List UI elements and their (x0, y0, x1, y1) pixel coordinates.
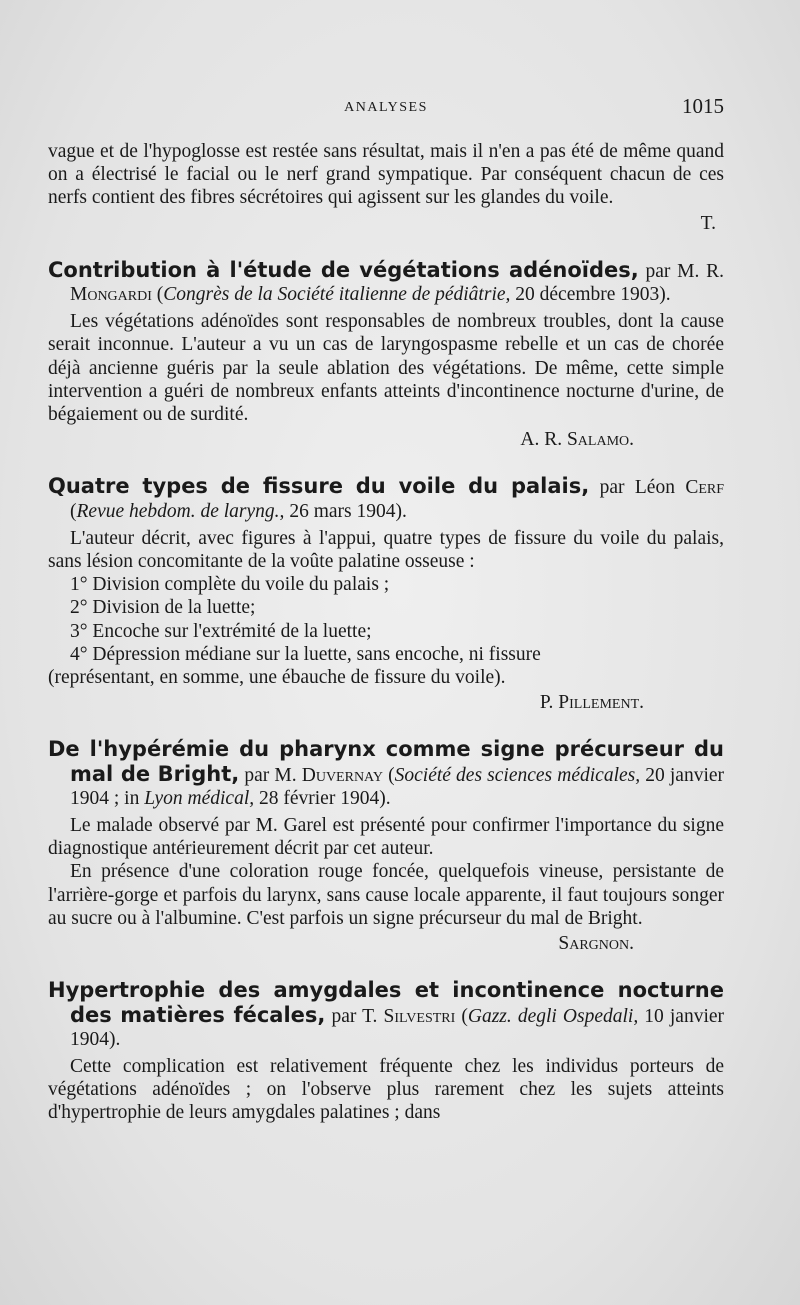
page-body (48, 140, 724, 1125)
article-by: par Léon (599, 477, 675, 499)
list-item-continuation: (représentant, en somme, une ébauche de fissure du voile). (48, 667, 506, 689)
signature: P. Pillement. (539, 692, 644, 714)
article-title: Quatre types de fissure du voile du palais, (48, 474, 590, 499)
article-heading: De l'hypérémie du pharynx comme signe précurseur du mal de Bright, par M. Duvernay (Société des sciences médicales, 20 janvier 1904 ; in Lyon médical, 28 février 1904). (48, 737, 725, 809)
article-heading: Contribution à l'étude de végétations adénoïdes, par M. R. Mongardi (Congrès de la Société italienne de pédiâtrie, 20 décembre 1903). (48, 257, 725, 306)
continuation-paragraph: vague et de l'hypoglosse est restée sans résultat, mais il n'en a pas été de même quand on a électrisé le facial ou le nerf grand sympatique. Par conséquent chacun de ces nerfs contient des fibres sécrétoires qui agissent sur les glandes du voile. (48, 141, 724, 209)
article-by: par (645, 260, 671, 282)
article-date: 20 décembre 1903). (515, 284, 671, 306)
list-item: 2° Division de la luette; (70, 597, 256, 619)
signature: A. R. Salamo. (520, 429, 634, 451)
article-paragraph: L'auteur décrit, avec figures à l'appui, quatre types de fissure du voile du palais, sans lésion concomitante de la voûte palatine osseuse : (48, 527, 724, 573)
article-author: Silvestri (383, 1005, 456, 1027)
numbered-list (48, 573, 724, 689)
page-number: 1015 (682, 94, 724, 118)
article-heading: Hypertrophie des amygdales et incontinence nocturne des matières fécales, par T. Silvestri (Gazz. degli Ospedali, 10 janvier 1904). (48, 978, 725, 1050)
article-title: Contribution à l'étude de végétations adénoïdes, (48, 257, 639, 282)
article-source: Revue hebdom. de laryng., (76, 500, 285, 522)
article-source: Société des sciences médicales, (394, 764, 641, 786)
running-title: ANALYSES (344, 100, 428, 115)
article-tonsil-hypertrophy (48, 979, 724, 1124)
list-item: 1° Division complète du voile du palais ; (70, 574, 390, 596)
article-pharynx-hyperemia (48, 738, 724, 955)
article-by: par M. (244, 764, 297, 786)
article-title: Hypertrophie des amygdales et incontinence nocturne des matières fécales, (48, 978, 724, 1027)
article-author: Duvernay (301, 764, 383, 786)
list-item: 3° Encoche sur l'extrémité de la luette; (70, 620, 372, 642)
page-header (48, 96, 724, 120)
article-author-prefix: M. R. (677, 260, 725, 282)
article-author: Cerf (685, 477, 725, 499)
article-paragraph: Cette complication est relativement fréquente chez les individus porteurs de végétations adénoïdes ; on l'observe plus rarement chez les sujets atteints d'hypertrophie de leurs amygdales palatines ; dans (48, 1055, 724, 1124)
article-paragraph: En présence d'une coloration rouge foncée, quelquefois vineuse, persistante de l'arrière-gorge et parfois du larynx, sans cause locale apparente, il faut toujours songer au sucre ou à l'albumine. C'est parfois un signe précurseur du mal de Bright. (48, 861, 724, 929)
article-source: Gazz. degli Ospedali, (467, 1005, 639, 1027)
article-source-2: Lyon médical, (144, 787, 255, 809)
article-heading: Quatre types de fissure du voile du palais, par Léon Cerf (Revue hebdom. de laryng., 26 mars 1904). (48, 474, 725, 522)
article-by: par T. (331, 1005, 378, 1027)
article-title: De l'hypérémie du pharynx comme signe précurseur du mal de Bright, (48, 737, 724, 786)
article-date: 10 janvier 1904). (70, 1005, 725, 1050)
article-source: Congrès de la Société italienne de pédiâtrie, (163, 284, 511, 306)
article-date: 28 février 1904). (259, 787, 391, 809)
article-date: 26 mars 1904). (289, 500, 407, 522)
signature: T. (700, 212, 716, 234)
article-paragraph: Les végétations adénoïdes sont responsables de nombreux troubles, dont la cause serait inconnue. L'auteur a vu un cas de laryngospasme rebelle et un cas de chorée déjà ancienne guéris par la seule ablation des végétations. De même, cette simple intervention a guéri de nombreux enfants atteints d'incontinence nocturne d'urine, de bégaiement ou de surdité. (48, 311, 724, 426)
article-adenoid-vegetations (48, 259, 724, 452)
article-date-mid: 20 janvier 1904 ; in (70, 764, 725, 809)
signature: Sargnon. (558, 933, 634, 955)
article-paragraph: Le malade observé par M. Garel est présenté pour confirmer l'importance du signe diagnostique antérieurement décrit par cet auteur. (48, 815, 724, 860)
article-author: Mongardi (70, 284, 152, 306)
article-cleft-palate-types (48, 475, 724, 714)
list-item: 4° Dépression médiane sur la luette, sans encoche, ni fissure (70, 643, 541, 665)
previous-article-continuation (48, 140, 724, 235)
